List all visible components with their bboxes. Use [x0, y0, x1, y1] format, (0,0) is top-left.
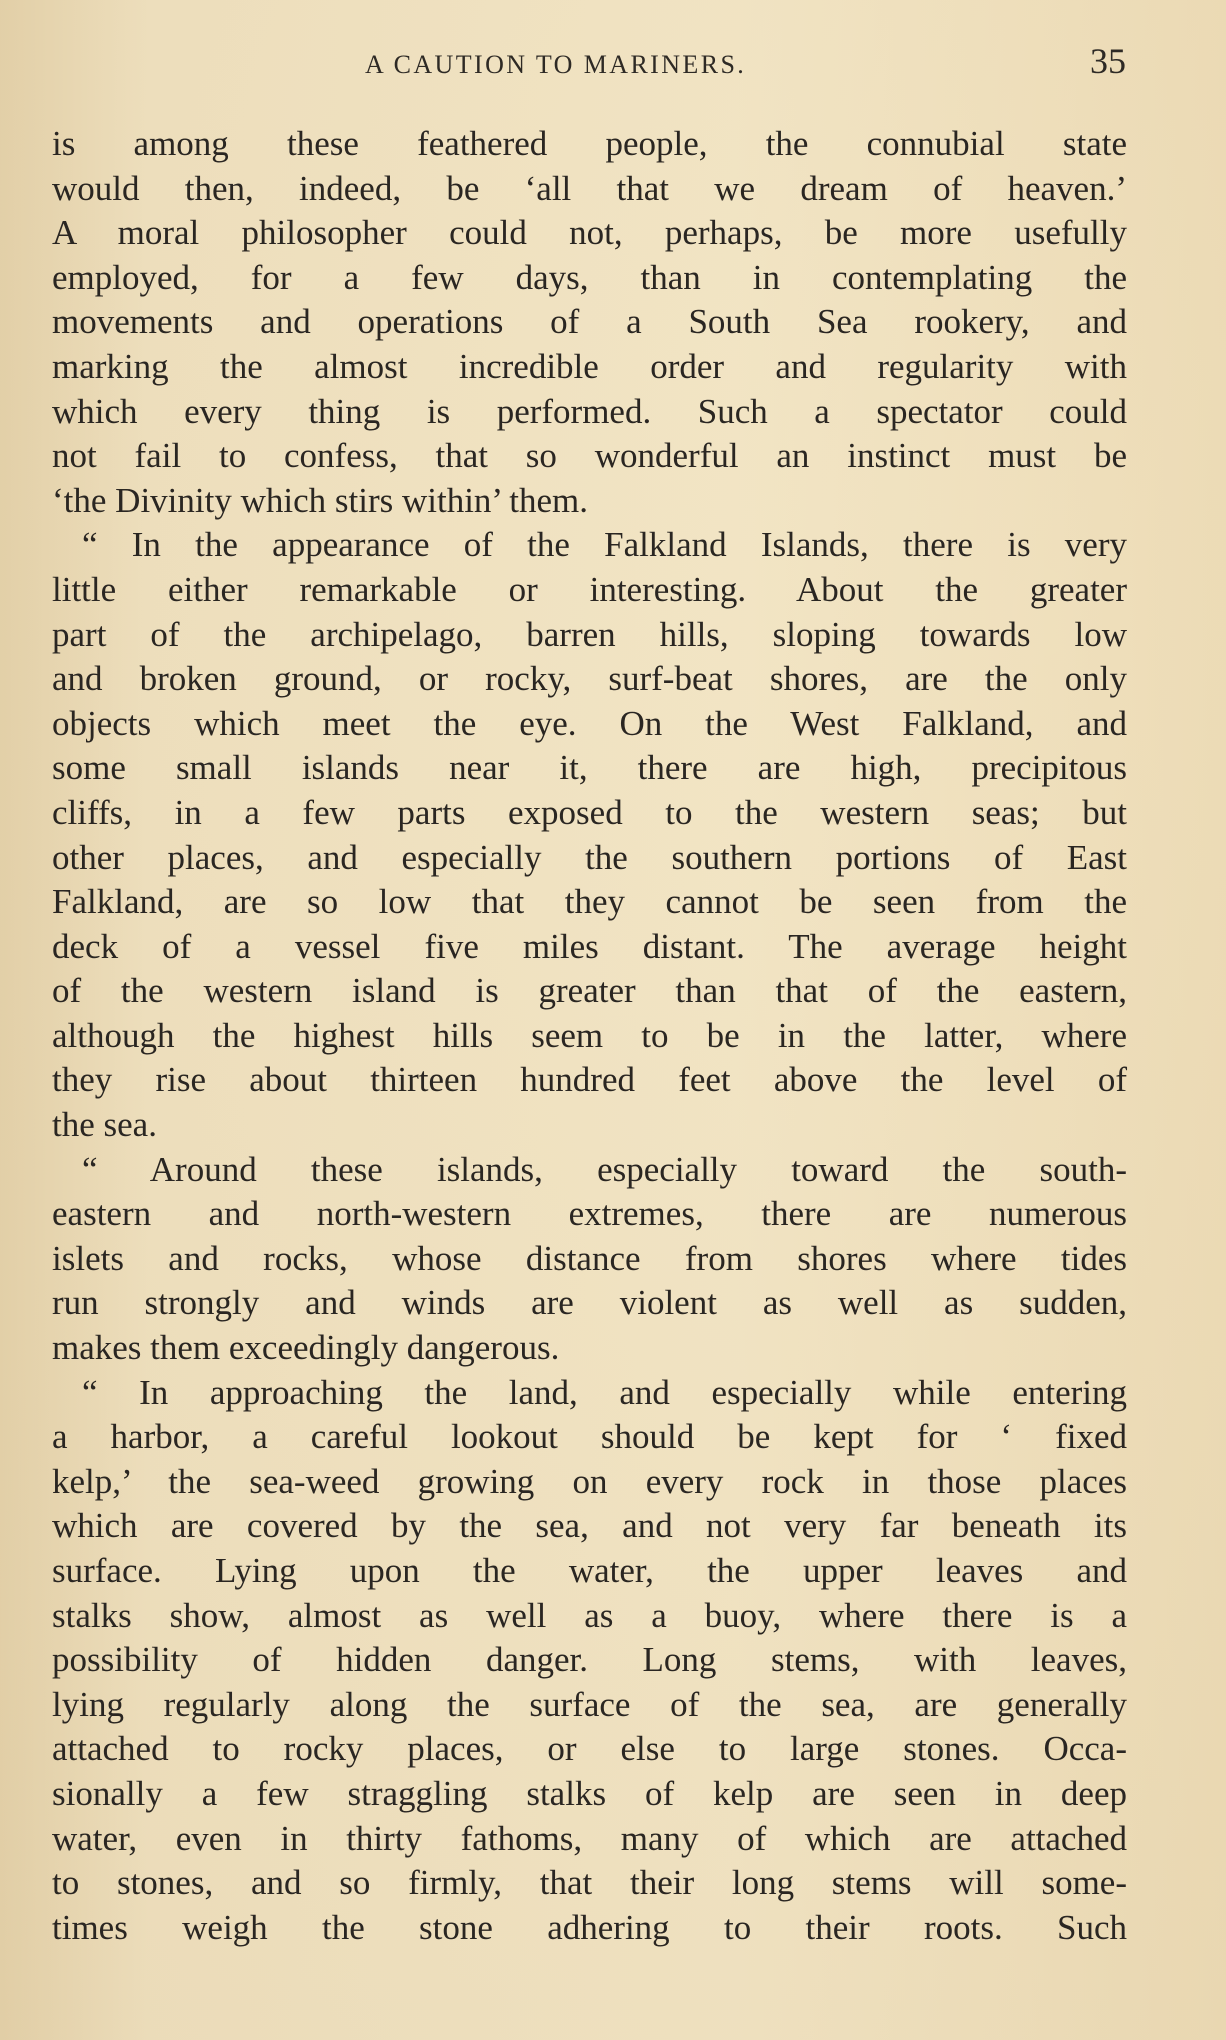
- text-line: which every thing is performed. Such a spectator could: [52, 391, 1127, 431]
- text-line: eastern and north-western extremes, there are numerous: [52, 1194, 1127, 1234]
- text-line: part of the archipelago, barren hills, sloping towards low: [52, 614, 1127, 654]
- text-line: possibility of hidden danger. Long stems, with leaves,: [52, 1640, 1127, 1680]
- text-line: and broken ground, or rocky, surf-beat shores, are the only: [52, 659, 1127, 699]
- text-line: the sea.: [52, 1105, 157, 1145]
- text-line: which are covered by the sea, and not very far beneath its: [52, 1506, 1127, 1546]
- text-line: sionally a few straggling stalks of kelp are seen in deep: [52, 1773, 1127, 1813]
- text-line: they rise about thirteen hundred feet above the level of: [52, 1060, 1127, 1100]
- text-line: makes them exceedingly dangerous.: [52, 1328, 560, 1368]
- text-line: other places, and especially the southern portions of East: [52, 837, 1127, 877]
- text-line: is among these feathered people, the connubial state: [52, 124, 1127, 163]
- text-line: a harbor, a careful lookout should be kept for ‘ fixed: [52, 1417, 1127, 1457]
- text-line: cliffs, in a few parts exposed to the western seas; but: [52, 792, 1127, 832]
- text-line: of the western island is greater than that of the eastern,: [52, 971, 1127, 1011]
- text-line: surface. Lying upon the water, the upper leaves and: [52, 1551, 1127, 1590]
- text-line: attached to rocky places, or else to large stones. Occa-: [52, 1729, 1127, 1769]
- text-line: not fail to confess, that so wonderful an instinct must be: [52, 436, 1127, 476]
- text-line: run strongly and winds are violent as well as sudden,: [52, 1283, 1127, 1323]
- text-line: lying regularly along the surface of the sea, are generally: [52, 1684, 1127, 1724]
- text-line: water, even in thirty fathoms, many of which are attached: [52, 1818, 1127, 1858]
- text-line: “ Around these islands, especially toward the south-: [82, 1149, 1127, 1189]
- text-line: marking the almost incredible order and regularity with: [52, 346, 1127, 386]
- text-line: some small islands near it, there are high, precipitous: [52, 748, 1127, 788]
- text-line: times weigh the stone adhering to their roots. Such: [52, 1907, 1127, 1947]
- text-line: A moral philosopher could not, perhaps, be more usefully: [52, 213, 1127, 253]
- page-number: 35: [1090, 41, 1126, 81]
- text-line: deck of a vessel five miles distant. The average height: [52, 926, 1127, 966]
- text-line: would then, indeed, be ‘all that we dream of heaven.’: [52, 168, 1127, 208]
- body-text: [52, 122, 1127, 1950]
- text-line: little either remarkable or interesting. About the greater: [52, 569, 1127, 609]
- text-line: kelp,’ the sea-weed growing on every rock in those places: [52, 1461, 1127, 1501]
- page-header: [0, 38, 1226, 88]
- text-line: “ In approaching the land, and especially while entering: [82, 1372, 1127, 1412]
- text-line: movements and operations of a South Sea rookery, and: [52, 302, 1127, 342]
- running-head: A CAUTION TO MARINERS.: [365, 50, 747, 79]
- text-line: “ In the appearance of the Falkland Islands, there is very: [82, 525, 1127, 565]
- text-line: stalks show, almost as well as a buoy, where there is a: [52, 1595, 1127, 1635]
- text-line: ‘the Divinity which stirs within’ them.: [52, 480, 588, 520]
- text-line: although the highest hills seem to be in the latter, where: [52, 1015, 1127, 1055]
- text-line: Falkland, are so low that they cannot be seen from the: [52, 882, 1127, 922]
- text-line: islets and rocks, whose distance from shores where tides: [52, 1238, 1127, 1278]
- text-line: objects which meet the eye. On the West Falkland, and: [52, 703, 1127, 743]
- text-line: employed, for a few days, than in contemplating the: [52, 257, 1127, 297]
- text-line: to stones, and so firmly, that their long stems will some-: [52, 1863, 1127, 1903]
